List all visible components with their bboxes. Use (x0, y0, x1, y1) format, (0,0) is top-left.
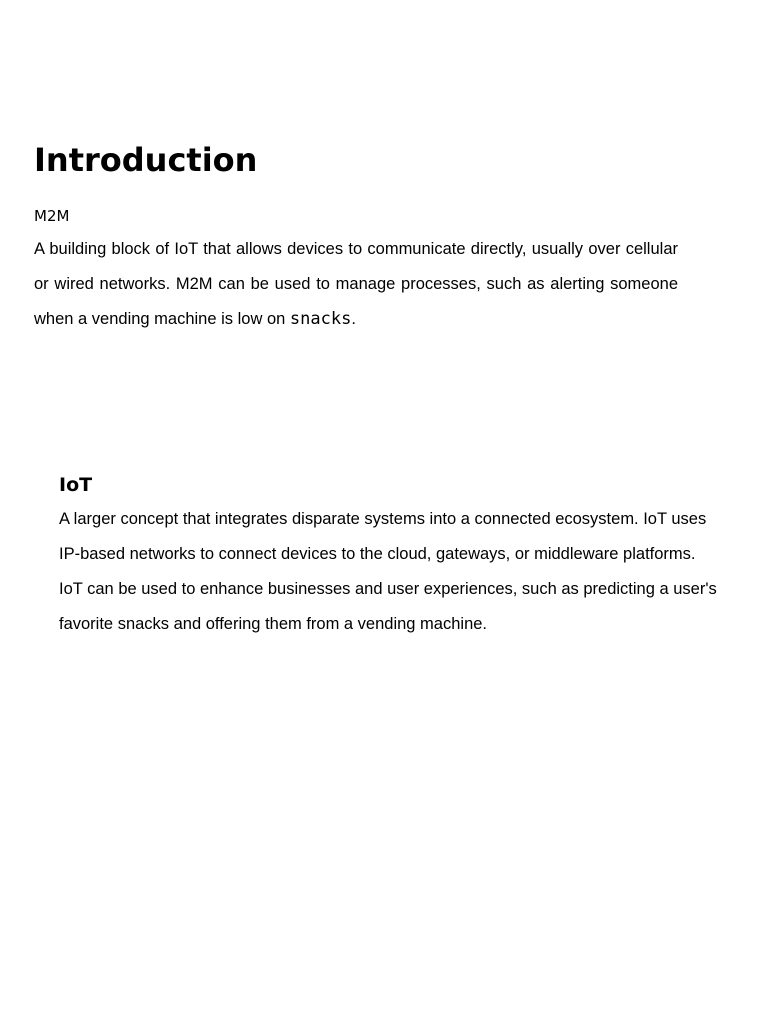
introduction-heading: Introduction (34, 141, 258, 179)
m2m-code-word: snacks (289, 309, 352, 329)
iot-paragraph: A larger concept that integrates disparate systems into a connected ecosystem. IoT uses IP-based networks to connect devices to the cloud, gateways, or middleware platforms. IoT can be used to enhance businesses and user experiences, such as predicting a user's favorite snacks and offering them from a vending machine. (59, 510, 717, 633)
m2m-paragraph (34, 232, 678, 337)
iot-heading: IoT (59, 474, 93, 496)
m2m-label: M2M (34, 207, 70, 225)
m2m-text-end: . (351, 310, 356, 328)
m2m-text-main: A building block of IoT that allows devices to communicate directly, usually over cellular or wired networks. M2M can be used to manage processes, such as alerting someone when a vending machine is low on (34, 240, 678, 328)
